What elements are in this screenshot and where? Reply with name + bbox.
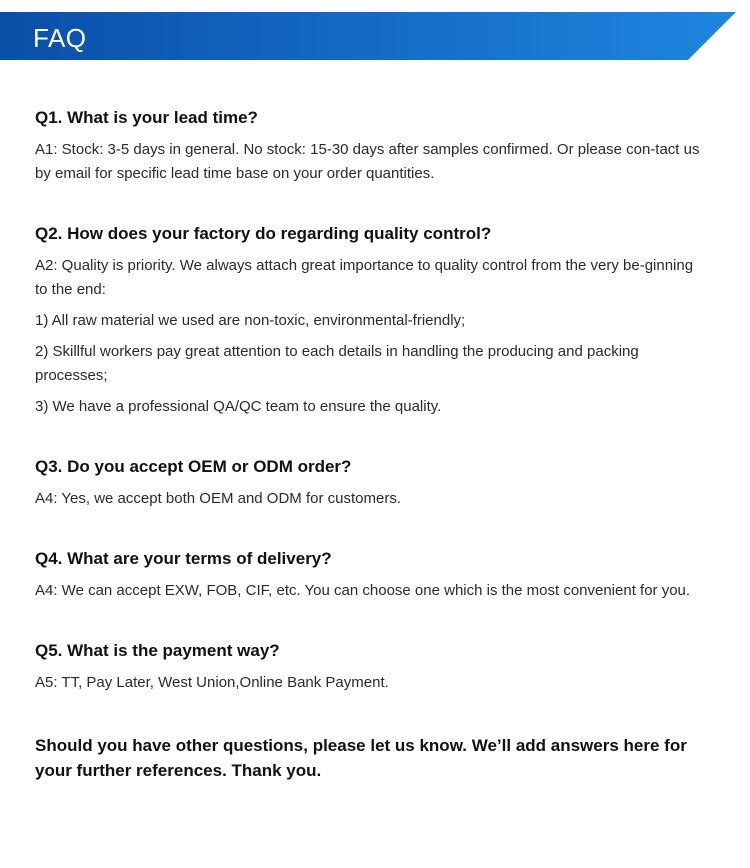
faq-answer-list-item: 3) We have a professional QA/QC team to ensure the quality. [35,398,442,415]
faq-question: Q4. What are your terms of delivery? [35,549,332,568]
faq-question: Q2. How does your factory do regarding quality control? [35,224,492,243]
faq-answer: A1: Stock: 3-5 days in general. No stock: 15-30 days after samples confirmed. Or please con-tact us by email for specific lead time base on your order quantities. [35,141,700,182]
faq-answer-list-item: 1) All raw material we used are non-toxic, environmental-friendly; [35,312,466,329]
faq-content [35,108,705,783]
closing-note: Should you have other questions, please let us know. We’ll add answers here for your further references. Thank you. [35,736,687,780]
faq-answer: A4: We can accept EXW, FOB, CIF, etc. You can choose one which is the most convenient for you. [35,582,691,599]
faq-answer: A4: Yes, we accept both OEM and ODM for customers. [35,490,401,507]
faq-item-5 [35,641,705,695]
faq-question: Q5. What is the payment way? [35,641,280,660]
faq-item-1 [35,108,705,186]
faq-answer: A5: TT, Pay Later, West Union,Online Bank Payment. [35,674,389,691]
faq-header-banner [0,12,736,60]
faq-item-3 [35,457,705,511]
header-banner-shape [0,12,736,60]
faq-question: Q1. What is your lead time? [35,108,258,127]
faq-item-4 [35,549,705,603]
page-title: FAQ [33,23,87,53]
faq-question: Q3. Do you accept OEM or ODM order? [35,457,352,476]
faq-item-2 [35,224,705,419]
faq-answer: A2: Quality is priority. We always attach great importance to quality control from the very be-ginning to the end: [35,257,694,298]
faq-answer-list-item: 2) Skillful workers pay great attention to each details in handling the producing and packing processes; [35,343,639,384]
